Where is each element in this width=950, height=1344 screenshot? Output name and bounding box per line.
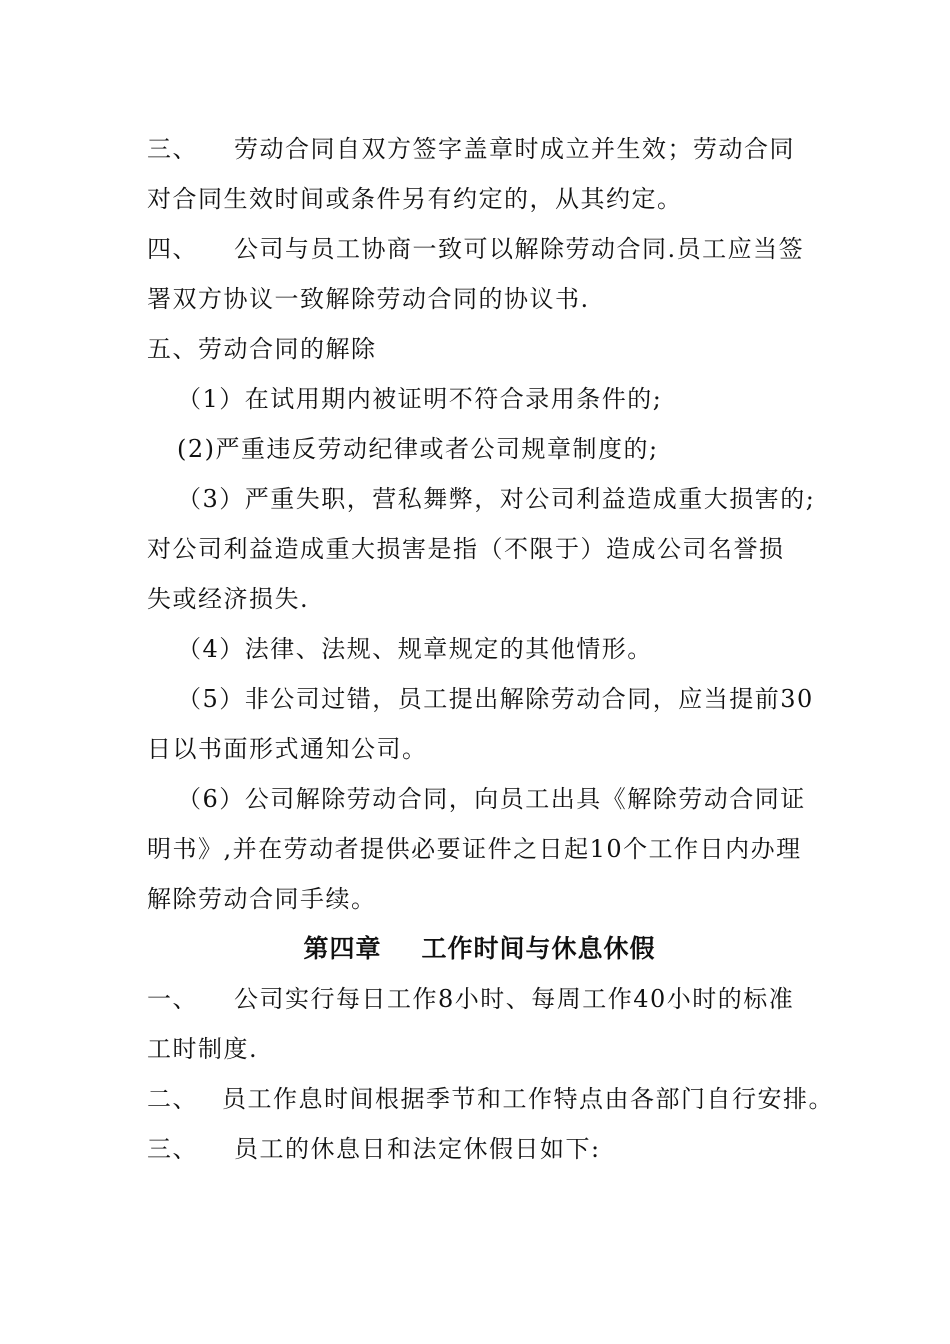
chapter-4-section-2	[147, 1074, 834, 1124]
section-number: 三、	[147, 135, 198, 163]
list-item-3-line-1: （3）严重失职，营私舞弊，对公司利益造成重大损害的;	[177, 485, 816, 513]
section-text: 员工作息时间根据季节和工作特点由各部门自行安排。	[222, 1085, 834, 1113]
list-item-5-line-1: （5）非公司过错，员工提出解除劳动合同，应当提前30	[177, 685, 814, 713]
section-text: 公司实行每日工作8小时、每周工作40小时的标准	[234, 985, 795, 1013]
list-item-4: （4）法律、法规、规章规定的其他情形。	[177, 635, 653, 663]
section-number: 三、	[147, 1135, 198, 1163]
chapter-4-section-3	[147, 1124, 812, 1174]
list-item-5-line-2: 日以书面形式通知公司。	[147, 735, 428, 763]
list-item-3-line-2: 对公司利益造成重大损害是指（不限于）造成公司名誉损	[147, 535, 785, 563]
chapter-title: 工作时间与休息休假	[421, 934, 656, 963]
section-3-line-1	[147, 124, 812, 174]
section-number: 一、	[147, 985, 198, 1013]
chapter-heading	[147, 924, 812, 974]
section-text: 劳动合同自双方签字盖章时成立并生效；劳动合同	[234, 135, 795, 163]
section-4-line-1	[147, 224, 812, 274]
list-item-3-line-3: 失或经济损失.	[147, 585, 310, 613]
section-5-heading: 五、劳动合同的解除	[147, 335, 377, 363]
section-4-line-2: 署双方协议一致解除劳动合同的协议书.	[147, 285, 590, 313]
list-item-6-line-3: 解除劳动合同手续。	[147, 885, 377, 913]
list-item-1: （1）在试用期内被证明不符合录用条件的;	[177, 385, 663, 413]
section-number: 四、	[147, 235, 198, 263]
chapter-label: 第四章	[303, 934, 382, 963]
section-text: 员工的休息日和法定休假日如下:	[234, 1135, 601, 1163]
list-item-6-line-2: 明书》,并在劳动者提供必要证件之日起10个工作日内办理	[147, 835, 802, 863]
section-number: 二、	[147, 1085, 198, 1113]
list-item-2: (2)严重违反劳动纪律或者公司规章制度的;	[177, 435, 659, 463]
section-text: 公司与员工协商一致可以解除劳动合同.员工应当签	[234, 235, 805, 263]
chapter-4-section-1-line-1	[147, 974, 812, 1024]
document-page	[147, 124, 834, 1174]
chapter-4-section-1-line-2: 工时制度.	[147, 1035, 259, 1063]
section-3-line-2: 对合同生效时间或条件另有约定的，从其约定。	[147, 185, 683, 213]
list-item-6-line-1: （6）公司解除劳动合同，向员工出具《解除劳动合同证	[177, 785, 806, 813]
